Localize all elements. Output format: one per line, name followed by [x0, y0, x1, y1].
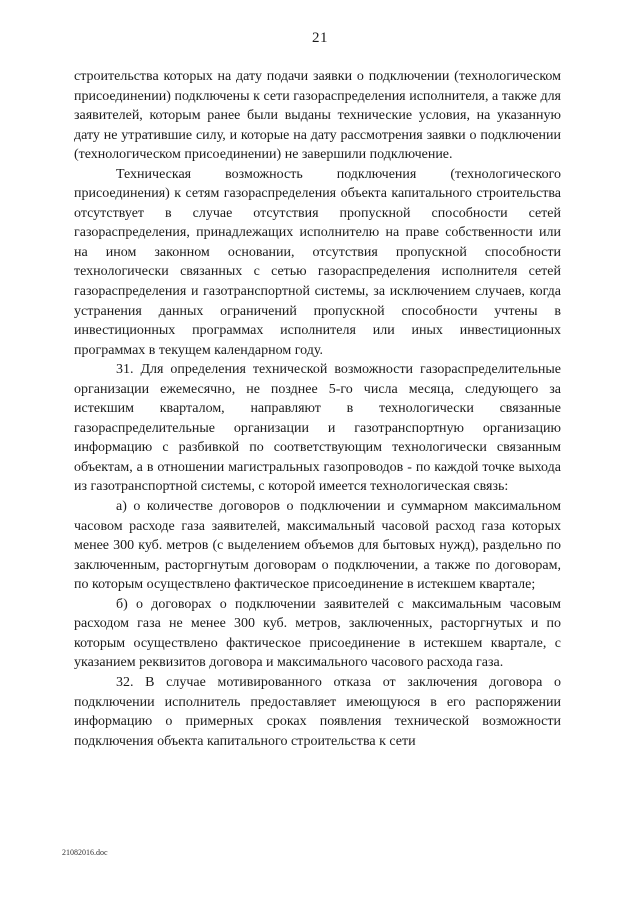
document-file-code: 21082016.doc: [62, 848, 108, 857]
paragraph-clause-31: 31. Для определения технической возможности газораспределительные организации ежемесячно, не позднее 5-го числа месяца, следующего за истекшим кварталом, направляют в технологически связанные газораспределительные организации и газотранспортную организацию информацию с разбивкой по соответствующим технологически связанным объектам, а в отношении магистральных газопроводов - по каждой точке выхода из газотранспортной системы, с которой имеется технологическая связь:: [74, 362, 561, 495]
paragraph-continuation: строительства которых на дату подачи заявки о подключении (технологическом присоединении) подключены к сети газораспределения исполнителя, а также для заявителей, которым ранее были выданы технические условия, на указанную дату не утратившие силу, и которые на дату рассмотрения заявки о подключении (технологическом присоединении) не завершили подключение.: [74, 69, 561, 163]
paragraph-subclause-b: б) о договорах о подключении заявителей с максимальным часовым расходом газа не менее 300 куб. метров, заключенных, расторгнутых и по которым осуществлено фактическое присоединение в истекшем квартале, с указанием реквизитов договора и максимального часового расхода газа.: [74, 596, 561, 671]
paragraph-technical-capability: Техническая возможность подключения (технологического присоединения) к сетям газораспределения объекта капитального строительства отсутствует в случае отсутствия пропускной способности сетей газораспределения, принадлежащих исполнителю на праве собственности или на ином законном основании, отсутствия пропускной способности технологически связанных с сетью газораспределения исполнителя сетей газораспределения и газотранспортной системы, за исключением случаев, когда устранения данных ограничений пропускной способности учтены в инвестиционных программах исполнителя или иных инвестиционных программах в текущем календарном году.: [74, 166, 561, 358]
paragraph-subclause-a: а) о количестве договоров о подключении и суммарном максимальном часовом расходе газа заявителей, максимальный часовой расход газа которых менее 300 куб. метров (с выделением объемов для бытовых нужд), раздельно по заключенным, расторгнутым договорам о подключении, а также по договорам, по которым осуществлено фактическое присоединение в истекшем квартале;: [74, 499, 561, 593]
paragraph-clause-32: 32. В случае мотивированного отказа от заключения договора о подключении исполнитель предоставляет имеющуюся в его распоряжении информацию о примерных сроках появления технической возможности подключения объекта капитального строительства к сети: [74, 674, 561, 749]
document-body: [74, 67, 561, 751]
page-number: 21: [312, 30, 328, 46]
